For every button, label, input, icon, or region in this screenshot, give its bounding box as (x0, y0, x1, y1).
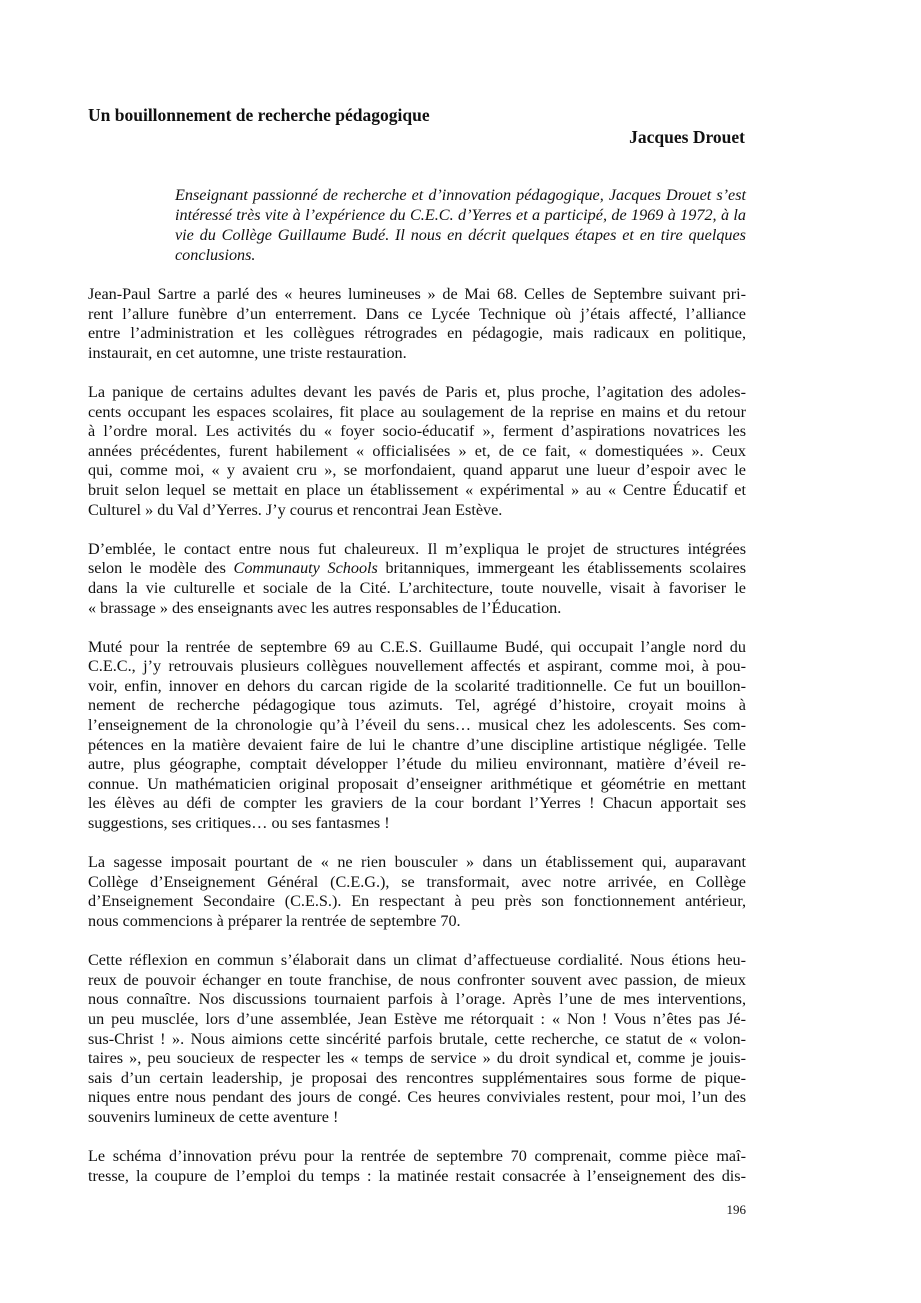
text-line: d’Enseignement Secondaire (C.E.S.). En respectant à peu près son fonctionnement antérieur, (88, 892, 746, 911)
text-line: entre l’administration et les collègues rétrogrades en pédagogie, mais radicaux en politique, (88, 324, 746, 343)
text-line: un peu musclée, lors d’une assemblée, Jean Estève me rétorquait : « Non ! Vous n’êtes pas Jé- (88, 1009, 746, 1028)
text-line: cents occupant les espaces scolaires, fit place au soulagement de la reprise en mains et du retour (88, 402, 746, 421)
text-line: dans la vie culturelle et sociale de la Cité. L’architecture, toute nouvelle, visait à favoriser le (88, 578, 746, 597)
text-line: instaurait, en cet automne, une triste restauration. (88, 343, 407, 362)
text-line: Le schéma d’innovation prévu pour la rentrée de septembre 70 comprenait, comme pièce maî- (88, 1147, 746, 1166)
text-line: voir, enfin, innover en dehors du carcan rigide de la scolarité traditionnelle. Ce fut un bouillon- (88, 676, 746, 695)
paragraph-2 (88, 383, 746, 520)
article-body (88, 285, 746, 1206)
paragraph-7 (88, 1147, 746, 1186)
text-line: autre, plus géographe, comptait développer l’étude du milieu environnant, matière d’éveil re- (88, 755, 746, 774)
text-line: Muté pour la rentrée de septembre 69 au C.E.S. Guillaume Budé, qui occupait l’angle nord du (88, 637, 746, 656)
text-line: niques entre nous pendant des jours de congé. Ces heures conviviales restent, pour moi, l’un des (88, 1088, 746, 1107)
text-line: souvenirs lumineux de cette aventure ! (88, 1107, 339, 1126)
text-run: selon le modèle des (88, 559, 234, 578)
text-line: reux de pouvoir échanger en toute franchise, de nous confronter souvent avec passion, de mieux (88, 970, 746, 989)
page-number: 196 (726, 1202, 746, 1217)
text-line: Culturel » du Val d’Yerres. J’y courus et rencontrai Jean Estève. (88, 500, 503, 519)
paragraph-6 (88, 951, 746, 1127)
paragraph-5 (88, 853, 746, 931)
text-line: « brassage » des enseignants avec les autres responsables de l’Éducation. (88, 598, 562, 617)
article-abstract: Enseignant passionné de recherche et d’innovation pédagogique, Jacques Drouet s’est intéressé très vite à l’expérience du C.E.C. d’Yerres et a participé, de 1969 à 1972, à la vie du Collège Guillaume Budé. Il nous en décrit quelques étapes et en tire quelques conclusions. (175, 186, 746, 264)
article-author: Jacques Drouet (629, 127, 745, 147)
text-line: connue. Un mathématicien original proposait d’enseigner arithmétique et géométrie en mettant (88, 774, 746, 793)
text-run: britanniques, immergeant les établissements scolaires (377, 559, 747, 578)
text-line: La sagesse imposait pourtant de « ne rien bousculer » dans un établissement qui, auparavant (88, 853, 746, 872)
text-line: C.E.C., j’y retrouvais plusieurs collègues nouvellement affectés et aspirant, comme moi, à pou- (88, 657, 746, 676)
text-line: sais d’un certain leadership, je proposai des rencontres supplémentaires sous forme de pique- (88, 1068, 746, 1087)
paragraph-3 (88, 540, 746, 618)
article-title: Un bouillonnement de recherche pédagogique (88, 105, 430, 125)
text-line: Jean-Paul Sartre a parlé des « heures lumineuses » de Mai 68. Celles de Septembre suivant pri- (88, 285, 746, 303)
text-line: Cette réflexion en commun s’élaborait dans un climat d’affectueuse cordialité. Nous étions heu- (88, 951, 746, 970)
text-line: nous commencions à préparer la rentrée de septembre 70. (88, 912, 461, 930)
text-line: La panique de certains adultes devant les pavés de Paris et, plus proche, l’agitation des adoles- (88, 382, 746, 401)
text-line: sus-Christ ! ». Nous aimions cette sincérité parfois brutale, cette recherche, ce statut de « volon- (88, 1029, 746, 1048)
text-line (88, 559, 746, 579)
paragraph-4 (88, 638, 746, 834)
paragraph-1 (88, 285, 746, 363)
emphasized-term: Communauty Schools (233, 559, 378, 578)
text-line: rent l’allure funèbre d’un enterrement. Dans ce Lycée Technique où j’étais affecté, l’alliance (88, 304, 746, 323)
text-line: nement de recherche pédagogique tous azimuts. Tel, agrégé d’histoire, croyait moins à (88, 696, 746, 715)
text-line: bruit selon lequel se mettait en place un établissement « expérimental » au « Centre Éducatif et (88, 480, 746, 499)
text-line: Collège d’Enseignement Général (C.E.G.), se transformait, avec notre arrivée, en Collège (88, 872, 746, 891)
text-line: les élèves au défi de compter les graviers de la cour bordant l’Yerres ! Chacun apportait ses (88, 794, 746, 813)
text-line: taires », peu soucieux de respecter les « temps de service » du droit syndical et, comme je jouis- (88, 1049, 746, 1068)
text-line: qui, comme moi, « y avaient cru », se morfondaient, quand apparut une lueur d’espoir avec le (88, 461, 746, 480)
text-line: années précédentes, furent habilement « officialisées » et, de ce fait, « domestiquées ». Ceux (88, 441, 746, 460)
text-line: pétences en la matière devaient faire de lui le chantre d’une discipline artistique négligée. Telle (88, 735, 746, 754)
text-line: l’enseignement de la chronologie qu’à l’éveil du sens… musical chez les adolescents. Ses com- (88, 716, 746, 735)
text-line: suggestions, ses critiques… ou ses fantasmes ! (88, 814, 390, 833)
text-line: à l’ordre moral. Les activités du « foyer socio-éducatif », ferment d’aspirations novatrices les (88, 422, 746, 441)
text-line: tresse, la coupure de l’emploi du temps : la matinée restait consacrée à l’enseignement des dis- (88, 1166, 746, 1185)
text-line: nous connaître. Nos discussions tournaient parfois à l’orage. Après l’une de mes interventions, (88, 990, 746, 1009)
text-line: D’emblée, le contact entre nous fut chaleureux. Il m’expliqua le projet de structures intégrées (88, 539, 746, 558)
